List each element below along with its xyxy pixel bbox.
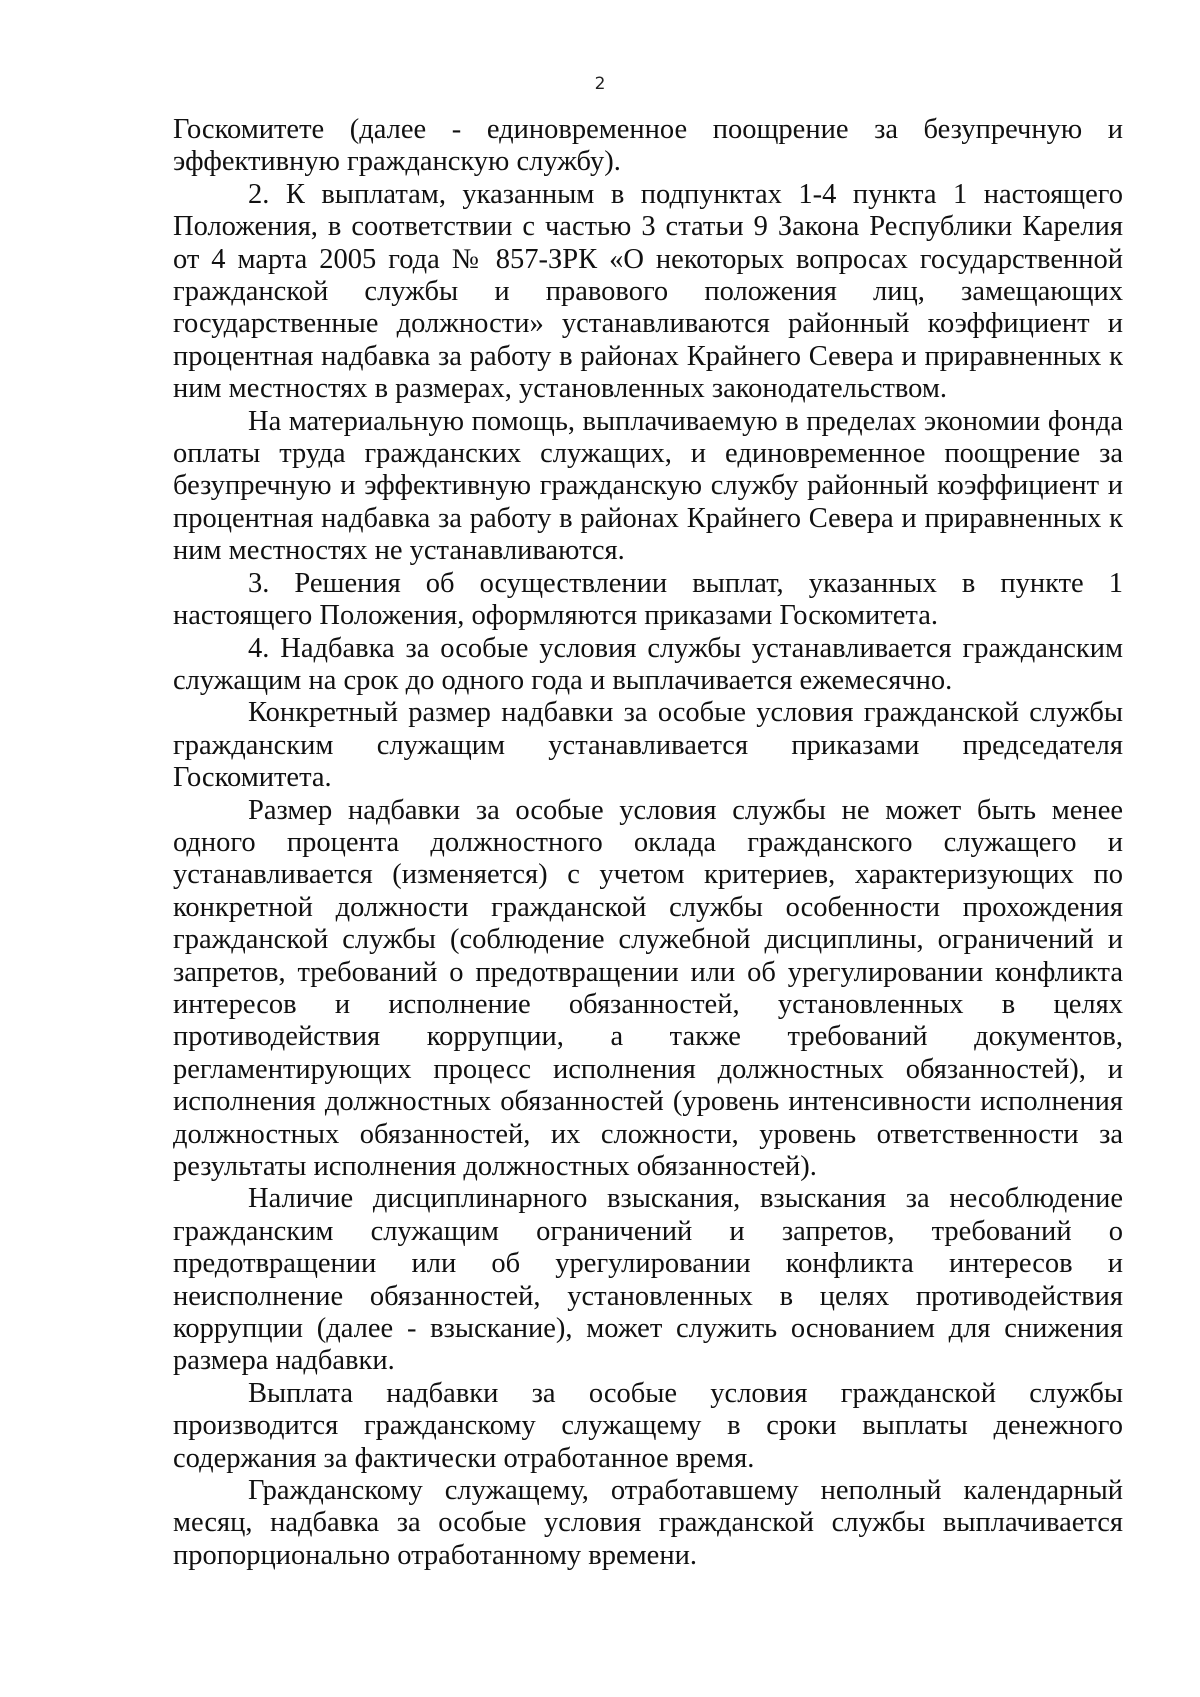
paragraph-partial-month: Гражданскому служащему, отработавшему неполный календарный месяц, надбавка за особые условия гражданской службы выплачивается пропорционально отработанному времени.: [173, 1475, 1123, 1571]
paragraph-item-3: 3. Решения об осуществлении выплат, указанных в пункте 1 настоящего Положения, оформляются приказами Госкомитета.: [173, 567, 1123, 632]
document-body: [173, 114, 1123, 1572]
page-number: 2: [594, 74, 606, 94]
paragraph-payment-terms: Выплата надбавки за особые условия гражданской службы производится гражданскому служащему в сроки выплаты денежного содержания за фактически отработанное время.: [173, 1377, 1123, 1474]
paragraph-specific-amount: Конкретный размер надбавки за особые условия гражданской службы гражданским служащим устанавливается приказами председателя Госкомитета.: [173, 697, 1123, 794]
paragraph-amount-criteria: Размер надбавки за особые условия службы не может быть менее одного процента должностного оклада гражданского служащего и устанавливается (изменяется) с учетом критериев, характеризующих по конкретной должности гражданской службы особенности прохождения гражданской службы (соблюдение служебной дисциплины, ограничений и запретов, требований о предотвращении или об урегулировании конфликта интересов и исполнение обязанностей, установленных в целях противодействия коррупции, а также требований документов, регламентирующих процесс исполнения должностных обязанностей), и исполнения должностных обязанностей (уровень интенсивности исполнения должностных обязанностей, их сложности, уровень ответственности за результаты исполнения должностных обязанностей).: [173, 794, 1123, 1182]
paragraph-material-aid: На материальную помощь, выплачиваемую в пределах экономии фонда оплаты труда гражданских служащих, и единовременное поощрение за безупречную и эффективную гражданскую службу районный коэффициент и процентная надбавка за работу в районах Крайнего Севера и приравненных к ним местностях не устанавливаются.: [173, 405, 1123, 567]
paragraph-continuation: Госкомитете (далее - единовременное поощрение за безупречную и эффективную гражданскую службу).: [173, 114, 1123, 178]
paragraph-item-4: 4. Надбавка за особые условия службы устанавливается гражданским служащим на срок до одного года и выплачивается ежемесячно.: [173, 632, 1123, 696]
paragraph-disciplinary-penalty: Наличие дисциплинарного взыскания, взыскания за несоблюдение гражданским служащим ограничений и запретов, требований о предотвращении или об урегулировании конфликта интересов и неисполнение обязанностей, установленных в целях противодействия коррупции (далее - взыскание), может служить основанием для снижения размера надбавки.: [173, 1183, 1123, 1377]
paragraph-item-2: 2. К выплатам, указанным в подпунктах 1-4 пункта 1 настоящего Положения, в соответствии с частью 3 статьи 9 Закона Республики Карелия от 4 марта 2005 года № 857-ЗРК «О некоторых вопросах государственной гражданской службы и правового положения лиц, замещающих государственные должности» устанавливаются районный коэффициент и процентная надбавка за работу в районах Крайнего Севера и приравненных к ним местностях в размерах, установленных законодательством.: [173, 178, 1123, 405]
